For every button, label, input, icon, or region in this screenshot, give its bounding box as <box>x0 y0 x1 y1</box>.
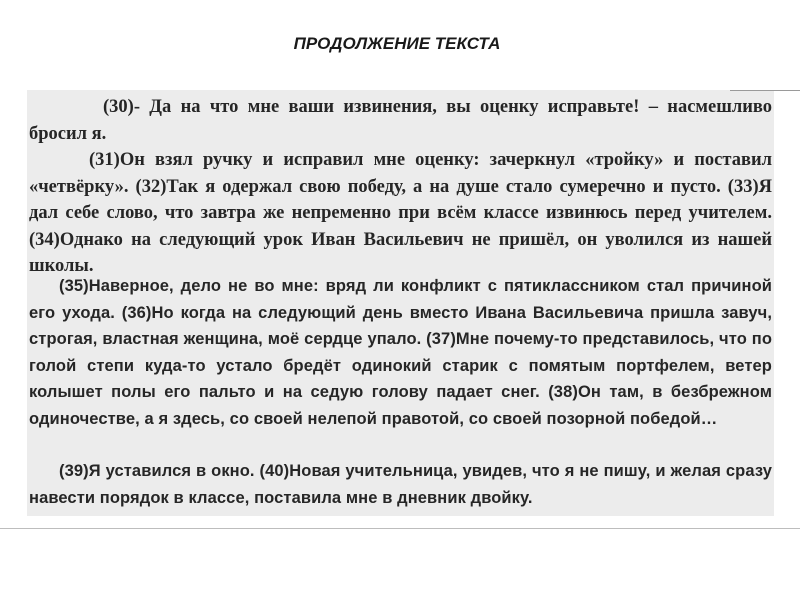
paragraph-30: (30)- Да на что мне ваши извинения, вы оценку исправьте! – насмешливо бросил я. <box>29 97 772 144</box>
paragraph-31: (31)Он взял ручку и исправил мне оценку: зачеркнул «тройку» и поставил «четвёрку». (32)Так я одержал свою победу, а на душе стало сумеречно и пусто. (33)Я дал себе слово, что завтра же непременно при всём классе извинюсь перед учителем. (34)Однако на следующий урок Иван Васильевич не пришёл, он уволился из нашей школы. <box>29 150 772 276</box>
paragraph-39: (39)Я уставился в окно. (40)Новая учительница, увидев, что я не пишу, и желая сразу навести порядок в классе, поставила мне в дневник двойку. <box>29 462 772 507</box>
slide-title: ПРОДОЛЖЕНИЕ ТЕКСТА <box>293 34 501 53</box>
bottom-divider <box>0 528 800 529</box>
paragraph-35: (35)Наверное, дело не во мне: вряд ли конфликт с пятиклассником стал причиной его ухода. (36)Но когда на следующий день вместо Ивана Васильевича пришла завуч, строгая, властная женщина, моё сердце упало. (37)Мне почему-то представилось, что по голой степи куда-то устало бредёт одинокий старик с помятым портфелем, ветер колышет полы его пальто и на седую голову падает снег. (38)Он там, в безбрежном одиночестве, а я здесь, со своей нелепой правотой, со своей позорной победой… <box>29 277 772 428</box>
top-divider <box>730 90 800 91</box>
